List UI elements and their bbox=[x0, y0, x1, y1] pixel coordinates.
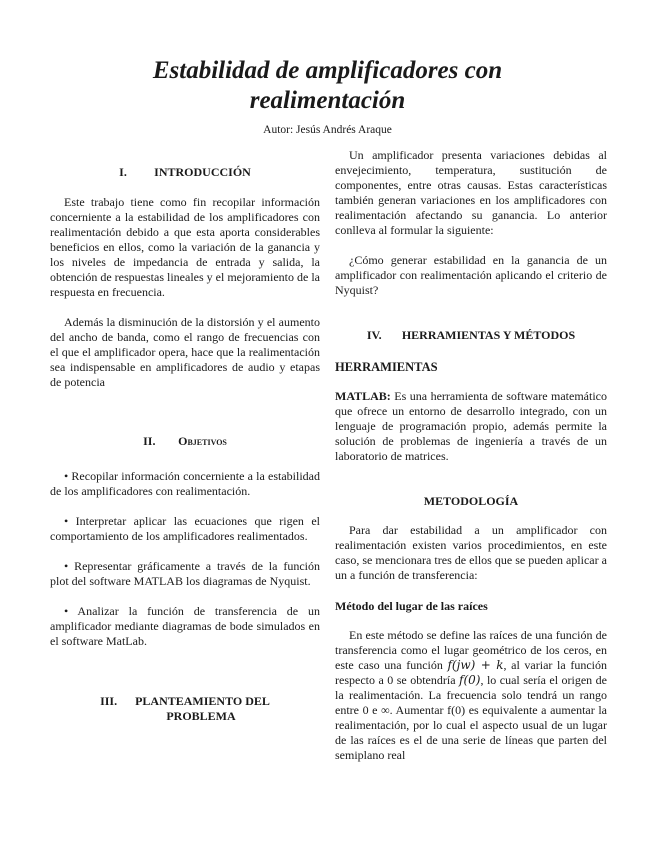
lugar-text-a: En este método se define las raíces de una función de transferencia como el lugar geométrico de los ceros, en este caso una función bbox=[335, 628, 607, 672]
math-expression: f(jw) + k bbox=[447, 658, 504, 672]
title-line-1: Estabilidad de amplificadores con bbox=[152, 57, 503, 84]
right-column bbox=[335, 148, 607, 763]
lugar-text-c: , lo cual sería el origen de la realimentación. La frecuencia solo tendrá un rango entre 0 e ∞. Aumentar f(0) es equivalente a aumentar la realimentación, por lo cual el aspecto usual de un lugar de las raíces es el de una serie de líneas que parten del semiplano real bbox=[335, 673, 607, 762]
section-number: I. bbox=[119, 165, 127, 179]
section-heading-herramientas-metodos bbox=[335, 328, 607, 343]
section-title-line-1: PLANTEAMIENTO DEL bbox=[135, 694, 270, 708]
section-title: INTRODUCCIÓN bbox=[154, 165, 251, 179]
paper-title bbox=[0, 56, 655, 116]
subheading-metodologia: METODOLOGÍA bbox=[423, 494, 519, 508]
section-heading-planteamiento bbox=[50, 694, 320, 724]
intro-paragraph-2: Además la disminución de la distorsión y el aumento del ancho de banda, como el rango de frecuencias con el que el amplificador opera, hace que la realimentación sea indispensable en amplificadores de audio y etapas de potencia bbox=[50, 315, 320, 389]
title-line-2: realimentación bbox=[249, 87, 406, 114]
objective-item: • Recopilar información concerniente a la estabilidad de los amplificadores con realimentación. bbox=[50, 469, 320, 498]
math-expression: f(0) bbox=[459, 673, 481, 687]
subheading-lugar-raices: Método del lugar de las raíces bbox=[335, 599, 488, 613]
problem-paragraph: Un amplificador presenta variaciones debidas al envejecimiento, temperatura, sustitución de componentes, entre otras causas. Estas características también generan variaciones en los amplificadores con realimentación afectando su ganancia. Lo anterior conlleva al formular la siguiente: bbox=[335, 148, 607, 237]
section-number: III. bbox=[100, 694, 118, 708]
objective-item: • Representar gráficamente a través de la función plot del software MATLAB los diagramas de Nyquist. bbox=[50, 559, 320, 588]
intro-paragraph-1: Este trabajo tiene como fin recopilar información concerniente a la estabilidad de los amplificadores con realimentación debido a que esta aporta considerables beneficios en ellos, como la variación de la ganancia y los niveles de impedancia de entrada y salida, la obtención de respuestas lineales y el mejoramiento de la respuesta en frecuencia. bbox=[50, 195, 320, 299]
section-number: II. bbox=[143, 434, 156, 448]
lugar-raices-paragraph bbox=[335, 628, 607, 763]
section-heading-introduccion bbox=[50, 165, 320, 180]
matlab-text: Es una herramienta de software matemático que ofrece un entorno de desarrollo integrado, con un lenguaje de programación propio, además permite la solución de problemas de ingeniería a través de un laboratorio de matrices. bbox=[335, 389, 607, 463]
objective-item: • Interpretar aplicar las ecuaciones que rigen el comportamiento de los amplificadores realimentados. bbox=[50, 514, 320, 543]
section-heading-objetivos bbox=[50, 434, 320, 449]
section-number: IV. bbox=[366, 328, 382, 342]
objective-item: • Analizar la función de transferencia de un amplificador mediante diagramas de bode simulados en el software MatLab. bbox=[50, 604, 320, 648]
left-column bbox=[50, 148, 320, 724]
section-title-line-2: PROBLEMA bbox=[166, 709, 236, 723]
matlab-paragraph bbox=[335, 389, 607, 464]
section-title: HERRAMIENTAS Y MÉTODOS bbox=[401, 328, 576, 342]
matlab-label: MATLAB: bbox=[335, 389, 391, 403]
metodologia-paragraph: Para dar estabilidad a un amplificador con realimentación existen varios procedimientos, en este caso, se mencionara tres de ellos que se pueden aplicar a un a función de transferencia: bbox=[335, 523, 607, 582]
subheading-herramientas: HERRAMIENTAS bbox=[335, 360, 438, 374]
section-title: Objetivos bbox=[178, 434, 227, 448]
research-question: ¿Cómo generar estabilidad en la ganancia de un amplificador con realimentación aplicando el criterio de Nyquist? bbox=[335, 253, 607, 297]
author-line: Autor: Jesús Andrés Araque bbox=[263, 124, 392, 136]
lugar-text-b: , al variar la función respecto a 0 se obtendría bbox=[335, 658, 607, 687]
